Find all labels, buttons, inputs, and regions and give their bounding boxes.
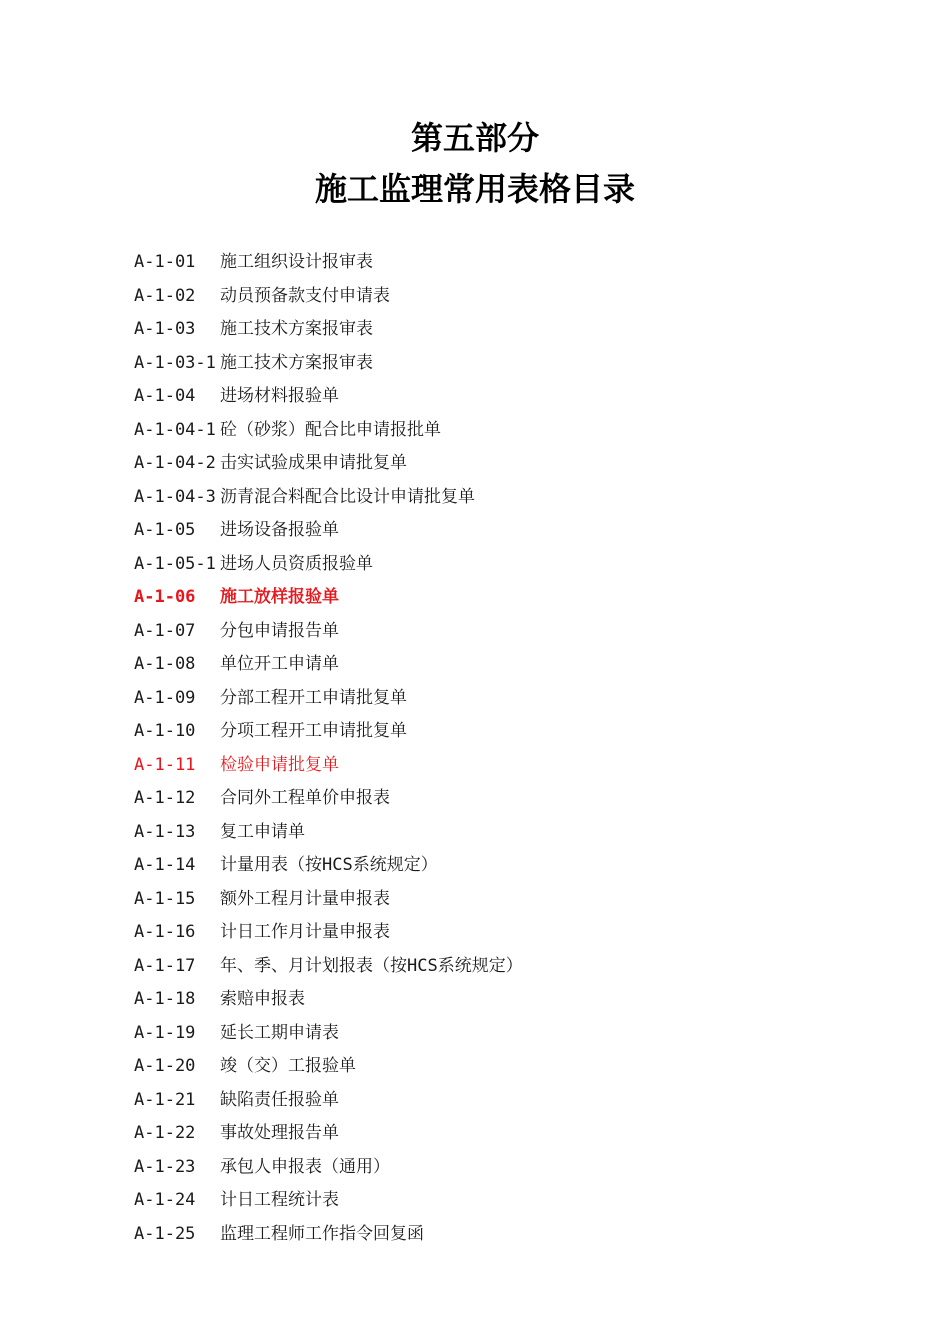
form-name: 事故处理报告单	[220, 1123, 339, 1143]
form-name: 分部工程开工申请批复单	[220, 687, 407, 708]
form-name: 年、季、月计划报表（按HCS系统规定）	[220, 955, 523, 976]
form-name: 分包申请报告单	[220, 620, 339, 641]
catalog-entry	[134, 280, 854, 314]
form-code: A-1-09	[134, 687, 196, 708]
form-name: 施工放样报验单	[220, 587, 339, 607]
form-code: A-1-05-1	[134, 553, 216, 574]
form-name: 索赔申报表	[220, 989, 305, 1009]
catalog-entry	[134, 380, 854, 414]
catalog-entry	[134, 246, 854, 280]
form-code: A-1-10	[134, 721, 196, 741]
form-name: 击实试验成果申请批复单	[220, 453, 407, 473]
catalog-entry	[134, 682, 854, 716]
form-code: A-1-14	[134, 855, 196, 875]
form-code: A-1-23	[134, 1156, 196, 1177]
catalog-entry	[134, 883, 854, 917]
form-code: A-1-16	[134, 922, 196, 942]
form-code: A-1-13	[134, 821, 196, 842]
form-code: A-1-05	[134, 520, 196, 540]
form-name: 单位开工申请单	[220, 654, 339, 674]
form-code: A-1-12	[134, 788, 196, 808]
form-code: A-1-22	[134, 1123, 196, 1143]
form-code: A-1-15	[134, 888, 196, 909]
section-title: 第五部分	[410, 119, 539, 157]
form-name: 计量用表（按HCS系统规定）	[220, 855, 438, 875]
catalog-entry	[134, 849, 854, 883]
form-code: A-1-03	[134, 319, 196, 339]
form-code: A-1-25	[134, 1223, 196, 1244]
catalog-entry	[134, 1218, 854, 1252]
catalog-entry	[134, 749, 854, 783]
form-name: 砼（砂浆）配合比申请报批单	[220, 419, 441, 440]
form-name: 复工申请单	[220, 821, 305, 842]
catalog-entry	[134, 514, 854, 548]
catalog-entry	[134, 983, 854, 1017]
form-name: 检验申请批复单	[220, 754, 339, 775]
catalog-entry	[134, 1084, 854, 1118]
form-code: A-1-01	[134, 252, 196, 272]
catalog-entry	[134, 1151, 854, 1185]
form-code: A-1-06	[134, 587, 196, 607]
form-code: A-1-04-2	[134, 453, 216, 473]
catalog-entry	[134, 1184, 854, 1218]
catalog-entry	[134, 1117, 854, 1151]
catalog-entry	[134, 1017, 854, 1051]
form-name: 监理工程师工作指令回复函	[220, 1223, 424, 1244]
form-code: A-1-21	[134, 1089, 196, 1110]
catalog-entry	[134, 715, 854, 749]
form-name: 承包人申报表（通用）	[220, 1156, 390, 1177]
catalog-entry	[134, 816, 854, 850]
form-name: 沥青混合料配合比设计申请批复单	[220, 486, 475, 507]
form-catalog-list	[134, 246, 854, 1251]
catalog-entry	[134, 916, 854, 950]
form-name: 进场材料报验单	[220, 386, 339, 406]
form-name: 竣（交）工报验单	[220, 1056, 356, 1076]
catalog-entry	[134, 447, 854, 481]
catalog-entry	[134, 313, 854, 347]
form-name: 进场设备报验单	[220, 520, 339, 540]
form-name: 额外工程月计量申报表	[220, 888, 390, 909]
form-name: 合同外工程单价申报表	[220, 788, 390, 808]
form-name: 进场人员资质报验单	[220, 553, 373, 574]
catalog-title: 施工监理常用表格目录	[314, 170, 635, 208]
form-code: A-1-18	[134, 989, 196, 1009]
form-name: 计日工程统计表	[220, 1190, 339, 1210]
form-code: A-1-07	[134, 620, 196, 641]
form-code: A-1-08	[134, 654, 196, 674]
catalog-entry	[134, 782, 854, 816]
form-code: A-1-03-1	[134, 352, 216, 373]
catalog-entry	[134, 414, 854, 448]
form-code: A-1-17	[134, 955, 196, 976]
catalog-entry	[134, 347, 854, 381]
form-name: 动员预备款支付申请表	[220, 285, 390, 306]
catalog-entry	[134, 481, 854, 515]
form-name: 分项工程开工申请批复单	[220, 721, 407, 741]
catalog-entry	[134, 548, 854, 582]
form-code: A-1-11	[134, 754, 196, 775]
form-code: A-1-04	[134, 386, 196, 406]
form-code: A-1-02	[134, 285, 196, 306]
catalog-entry	[134, 581, 854, 615]
form-code: A-1-19	[134, 1022, 196, 1043]
form-name: 延长工期申请表	[220, 1022, 339, 1043]
catalog-entry	[134, 648, 854, 682]
catalog-entry	[134, 615, 854, 649]
form-code: A-1-04-1	[134, 419, 216, 440]
form-code: A-1-24	[134, 1190, 196, 1210]
form-name: 缺陷责任报验单	[220, 1089, 339, 1110]
catalog-entry	[134, 950, 854, 984]
form-code: A-1-20	[134, 1056, 196, 1076]
catalog-entry	[134, 1050, 854, 1084]
form-code: A-1-04-3	[134, 486, 216, 507]
form-name: 施工技术方案报审表	[220, 352, 373, 373]
form-name: 施工组织设计报审表	[220, 252, 373, 272]
form-name: 施工技术方案报审表	[220, 319, 373, 339]
form-name: 计日工作月计量申报表	[220, 922, 390, 942]
